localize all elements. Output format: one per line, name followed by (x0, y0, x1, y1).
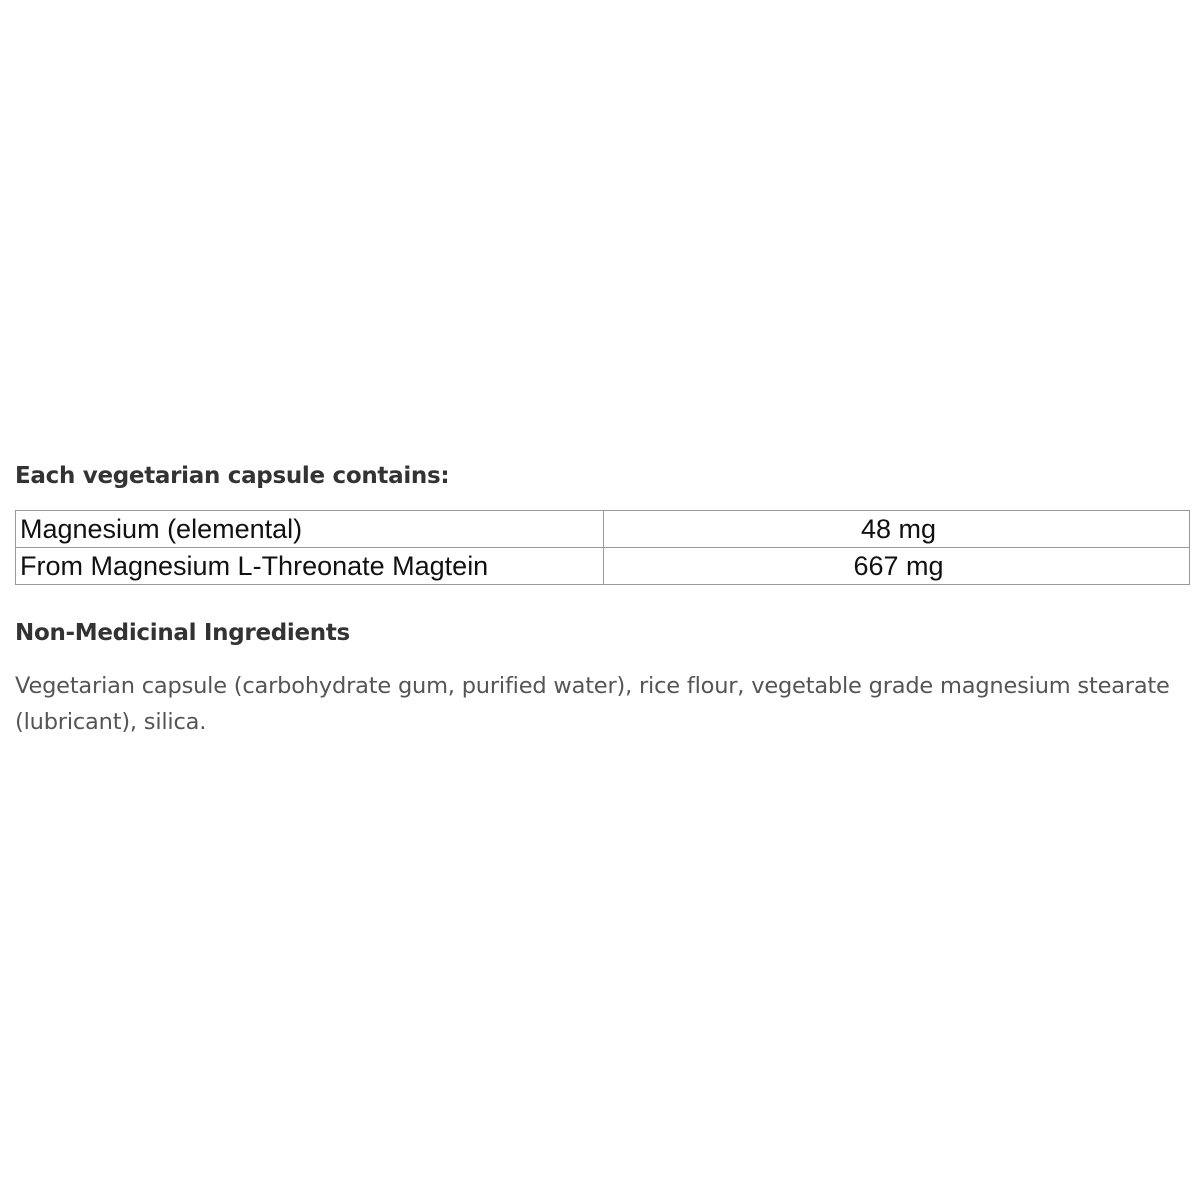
ingredient-name-cell: From Magnesium L-Threonate Magtein (16, 548, 604, 585)
non-medicinal-text: Vegetarian capsule (carbohydrate gum, purified water), rice flour, vegetable grade magnesium stearate (lubricant), silica. (15, 673, 1170, 735)
ingredient-name-cell: Magnesium (elemental) (16, 511, 604, 548)
ingredient-amount-cell: 667 mg (604, 548, 1190, 585)
capsule-contents-heading: Each vegetarian capsule contains: (15, 463, 450, 489)
product-info-section (15, 455, 1190, 740)
ingredient-amount-cell: 48 mg (604, 511, 1190, 548)
table-row (16, 511, 1190, 548)
table-row (16, 548, 1190, 585)
non-medicinal-heading: Non-Medicinal Ingredients (15, 620, 350, 646)
ingredients-table (15, 510, 1190, 585)
